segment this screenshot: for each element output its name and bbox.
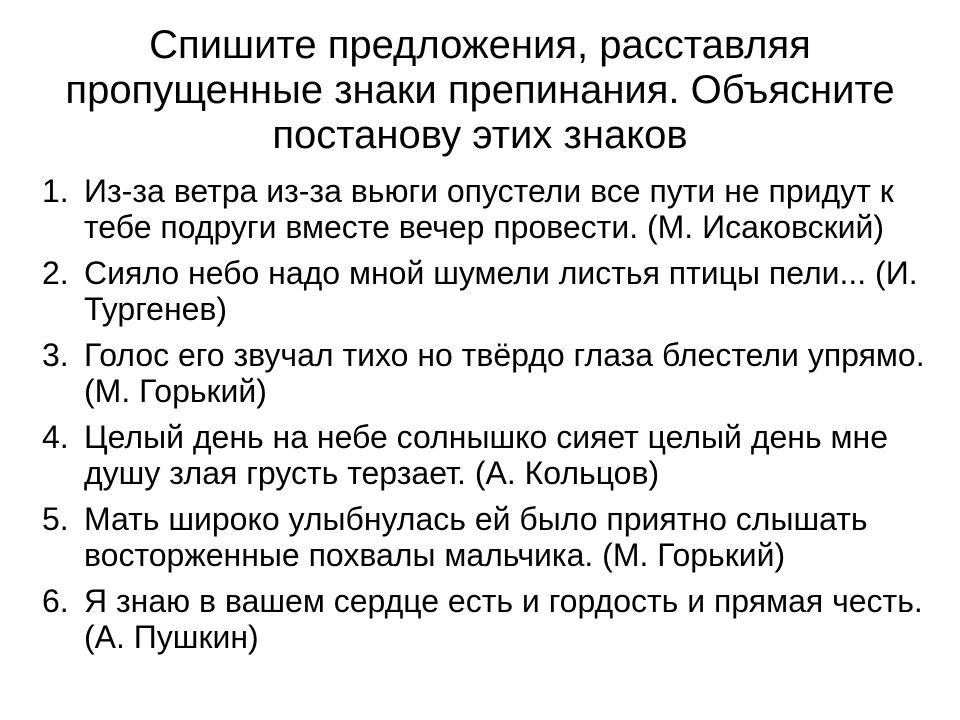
item-number: 3.	[42, 337, 69, 373]
item-text: Голос его звучал тихо но твёрдо глаза блестели упрямо. (М. Горький)	[84, 337, 925, 409]
list-item	[42, 583, 932, 655]
item-text: Из-за ветра из-за вьюги опустели все пути не придут к тебе подруги вместе вечер провести. (М. Исаковский)	[84, 173, 894, 245]
title-line-3: постанову этих знаков	[272, 113, 688, 157]
list-item	[42, 501, 932, 573]
item-number: 6.	[42, 583, 69, 619]
list-item	[42, 337, 932, 409]
item-number: 2.	[42, 255, 69, 291]
slide-title	[40, 23, 920, 158]
item-number: 4.	[42, 419, 69, 455]
title-line-2: пропущенные знаки препинания. Объясните	[65, 68, 895, 112]
item-text: Я знаю в вашем сердце есть и гордость и прямая честь. (А. Пушкин)	[84, 583, 923, 655]
list-item	[42, 255, 932, 327]
item-number: 1.	[42, 173, 69, 209]
item-text: Целый день на небе солнышко сияет целый день мне душу злая грусть терзает. (А. Кольцов)	[84, 419, 888, 491]
item-text: Мать широко улыбнулась ей было приятно слышать восторженные похвалы мальчика. (М. Горький)	[84, 501, 868, 573]
exercise-list	[42, 173, 932, 665]
list-item	[42, 419, 932, 491]
list-item	[42, 173, 932, 245]
item-text: Сияло небо надо мной шумели листья птицы пели... (И. Тургенев)	[84, 255, 918, 327]
title-line-1: Спишите предложения, расставляя	[149, 23, 811, 67]
item-number: 5.	[42, 501, 69, 537]
